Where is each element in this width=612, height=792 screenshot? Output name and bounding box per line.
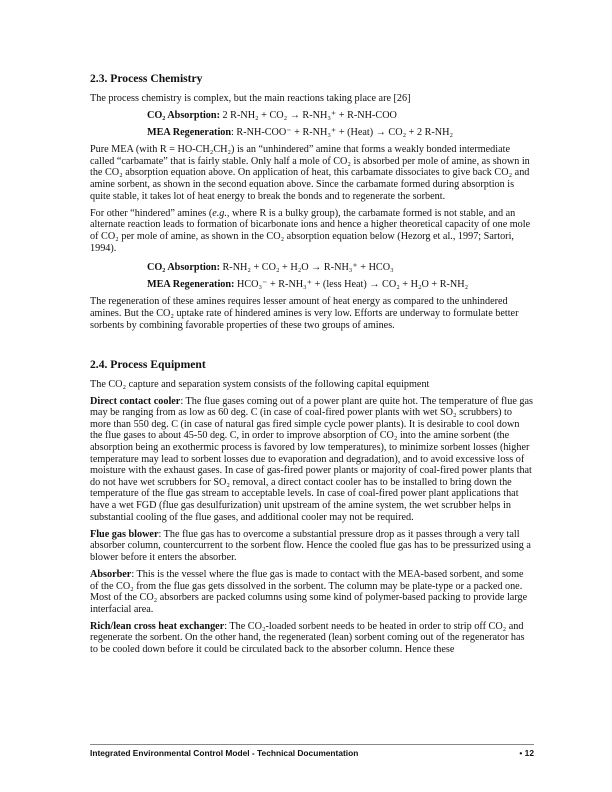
text: where R is a bulky group), the carbamate formed is not stable, and an alternate reaction leads to formation of bicarbonate ions and hence a higher theoretical capacity of one mole of CO₂ per mole of amine, as shown in the CO₂ absorption equation below (Hezorg et al., 1997; Sartori, 1994).: [90, 207, 531, 254]
equation-label: MEA Regeneration:: [147, 279, 235, 291]
equipment-item: [90, 529, 534, 564]
equation-body: HCO₃⁻ + R-NH₃⁺ + (less Heat) → CO₂ + H₂O + R-NH₂: [234, 279, 469, 291]
equation-body: 2 R-NH₂ + CO₂ → R-NH₃⁺ + R-NH-COO: [219, 110, 397, 122]
section-heading-process-equipment: 2.4. Process Equipment: [90, 357, 206, 371]
equation-label: MEA Regeneration: [147, 127, 232, 139]
paragraph: The regeneration of these amines requires lesser amount of heat energy as compared to the unhindered amines. But the CO₂ uptake rate of hindered amines is very low. Efforts are underway to formulate better sorbents by combining favorable properties of these two groups of amines.: [90, 296, 519, 331]
paragraph: [90, 208, 534, 254]
equation-label: CO₂ Absorption:: [147, 110, 220, 122]
equipment-item: [90, 569, 534, 615]
equipment-term: Flue gas blower: [90, 528, 159, 540]
equipment-description: : The flue gas has to overcome a substantial pressure drop as it passes through a very tall absorber column, countercurrent to the sorbent flow. Hence the cooled flue gas has to be pressurized using a blower before it enters the absorber.: [90, 528, 531, 563]
equation-body: R-NH₂ + CO₂ + H₂O → R-NH₃⁺ + HCO₃: [219, 262, 394, 274]
equation-label: CO₂ Absorption:: [147, 262, 220, 274]
equipment-description: : This is the vessel where the flue gas is made to contact with the MEA-based sorbent, and some of the CO₂ from the flue gas gets dissolved in the sorbent. The column may be plate-type or a packed one. Most of the CO₂ absorbers are packed columns using some kind of polymer-based packing to provide large interfacial area.: [90, 569, 528, 615]
paragraph: The CO₂ capture and separation system consists of the following capital equipment: [90, 378, 430, 390]
page-number: • 12: [519, 748, 534, 758]
equipment-term: Direct contact cooler: [90, 395, 181, 407]
text: For other “hindered” amines (: [90, 207, 213, 219]
italic-text: e.g.,: [212, 207, 230, 219]
equation-co2-absorption: [147, 110, 534, 122]
section-heading-process-chemistry: 2.3. Process Chemistry: [90, 72, 203, 85]
footer-title: Integrated Environmental Control Model - Technical Documentation: [90, 748, 359, 758]
paragraph: The process chemistry is complex, but the main reactions taking place are [26]: [90, 93, 411, 104]
paragraph: Pure MEA (with R = HO-CH₂CH₂) is an “unhindered” amine that forms a weakly bonded intermediate called “carbamate” that is fairly stable. Only half a mole of CO₂ is absorbed per mole of amine, as shown in the CO₂ absorption equation above. On application of heat, this carbamate dissociates to give back CO₂ and amine sorbent, as shown in the second equation above. Since the carbamate formed during absorption is quite stable, it takes lot of heat energy to break the bonds and to regenerate the sorbent.: [90, 144, 530, 202]
equation-body: : R-NH-COO⁻ + R-NH₃⁺ + (Heat) → CO₂ + 2 R-NH₂: [231, 127, 454, 139]
equipment-term: Rich/lean cross heat exchanger: [90, 620, 225, 632]
equipment-term: Absorber: [90, 569, 132, 580]
equation-co2-absorption-hindered: [147, 262, 534, 274]
equipment-item: [90, 621, 534, 656]
equipment-description: : The CO₂-loaded sorbent needs to be heated in order to strip off CO₂ and regenerate the sorbent. On the other hand, the regenerated (lean) sorbent coming out of the regenerator has to be cooled down before it could be circulated back to the absorber column. Hence these: [90, 620, 525, 656]
page-content: [90, 72, 534, 661]
equation-mea-regeneration: [147, 127, 534, 139]
equation-mea-regeneration-hindered: [147, 279, 534, 291]
footer-divider: [90, 744, 534, 745]
equipment-description: : The flue gases coming out of a power plant are quite hot. The temperature of flue gas may be ranging from as low as 60 deg. C (in case of coal-fired power plants with wet SO₂ scrubbers) to more than 550 deg. C (in case of natural gas fired simple cycle power plants). It is desirable to cool down the flue gases to about 45-50 deg. C, in order to improve absorption of CO₂ into the amine sorbent (the absorption being an exothermic process is favored by low temperatures), to minimize sorbent losses (higher temperature may lead to sorbent losses due to evaporation and degradation), and to avoid excessive loss of moisture with the exhaust gases. In case of gas-fired power plants or majority of coal-fired power plants that do not have wet scrubbers for SO₂ removal, a direct contact cooler has to be installed to bring down the temperature of the flue gas stream to acceptable levels. In case of coal-fired power plant applications that have a wet FGD (flue gas desulfurization) unit upstream of the amine system, the wet scrubber helps in substantial cooling of the flue gases, and additional cooler may not be required.: [90, 395, 534, 523]
equipment-item: [90, 396, 534, 524]
page-footer: [90, 748, 534, 760]
